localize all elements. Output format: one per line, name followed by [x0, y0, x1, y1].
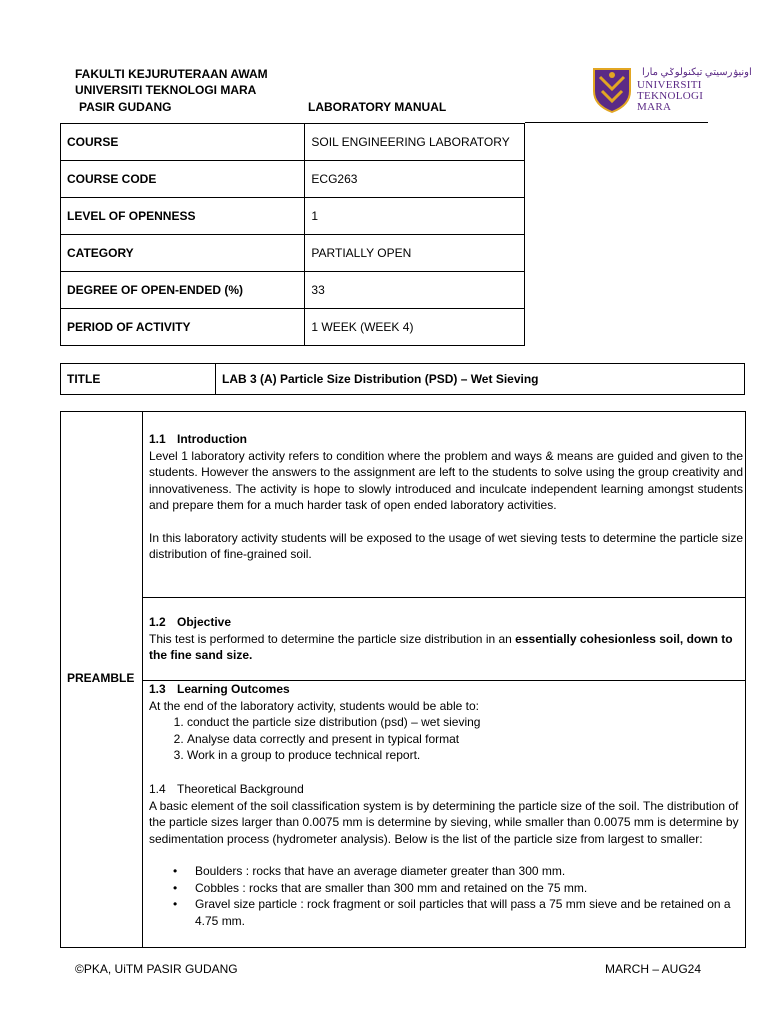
- list-item: • Boulders : rocks that have an average diameter greater than 300 mm.: [195, 863, 743, 880]
- list-item: 2. Analyse data correctly and present in typical format: [187, 731, 743, 748]
- list-item: • Cobbles : rocks that are smaller than 300 mm and retained on the 75 mm.: [195, 880, 743, 897]
- section-divider: [142, 597, 745, 598]
- uitm-crest-icon: [592, 67, 632, 113]
- title-table: [60, 363, 745, 395]
- footer-date: MARCH – AUG24: [605, 962, 702, 976]
- preamble-label: PREAMBLE: [67, 671, 135, 685]
- table-row: DEGREE OF OPEN-ENDED (%) 33: [61, 272, 525, 309]
- list-item: 1. conduct the particle size distribution (psd) – wet sieving: [187, 714, 743, 731]
- course-info-table: [60, 123, 525, 346]
- list-item: • Gravel size particle : rock fragment or soil particles that will pass a 75 mm sieve and be retained on a 4.75 mm.: [195, 896, 743, 929]
- intro-paragraph-2: In this laboratory activity students will be exposed to the usage of wet sieving tests to determine the particle size distribution of fine-grained soil.: [149, 530, 743, 561]
- table-row: COURSE SOIL ENGINEERING LABORATORY: [61, 124, 525, 161]
- section-introduction: 1.1 Introduction Level 1 laboratory activity refers to condition where the problem and ways & means are guided and given to the students. However the answers to the assignment are left to the students to solve using the group creativity and innovativeness. The activity is hope to slowly introduced and inculcate independent learning amongst students and prepare them for a much harder task of open ended laboratory activities. In this laboratory activity students will be exposed to the usage of wet sieving tests to determine the particle size distribution of fine-grained soil.: [149, 432, 743, 561]
- faculty-name: FAKULTI KEJURUTERAAN AWAM: [75, 67, 268, 81]
- outcomes-list: [149, 714, 743, 764]
- section-heading: Theoretical Background: [177, 782, 304, 796]
- theory-text: A basic element of the soil classification system is by determining the particle size of the soil. The distribution of the particle sizes larger than 0.0075 mm is determine by sieving, while smaller than 0.0075 mm is determine by sedimentation process (hydrometer analysis). Below is the list of the particle size from largest to smaller:: [149, 798, 739, 846]
- table-row: PERIOD OF ACTIVITY 1 WEEK (WEEK 4): [61, 309, 525, 346]
- table-row: [61, 364, 745, 395]
- section-heading: Learning Outcomes: [177, 682, 290, 696]
- objective-text: This test is performed to determine the particle size distribution in an essentially cohesionless soil, down to the fine sand size.: [149, 631, 733, 662]
- logo-jawi-text: اونيۏرسيتي تيکنولوݢي مارا: [642, 67, 752, 78]
- list-item: 3. Work in a group to produce technical report.: [187, 747, 743, 764]
- section-heading: Introduction: [177, 432, 247, 446]
- section-learning-outcomes: 1.3 Learning Outcomes At the end of the laboratory activity, students would be able to: 1. conduct the particle size distribution (psd) – wet sieving 2. Analyse data correctly and present in typical format 3. Work in a group to produce technical report.: [149, 681, 743, 764]
- outcomes-intro: At the end of the laboratory activity, students would be able to:: [149, 698, 479, 713]
- table-row: LEVEL OF OPENNESS 1: [61, 198, 525, 235]
- header-rule: [525, 122, 708, 123]
- campus-name: PASIR GUDANG: [79, 100, 172, 114]
- table-row: COURSE CODE ECG263: [61, 161, 525, 198]
- title-key: TITLE: [61, 364, 216, 395]
- section-theoretical-background: 1.4 Theoretical Background A basic element of the soil classification system is by determining the particle size of the soil. The distribution of the particle sizes larger than 0.0075 mm is determine by sieving, while smaller than 0.0075 mm is determine by sedimentation process (hydrometer analysis). Below is the list of the particle size from largest to smaller: • Boulders : rocks that have an average diameter greater than 300 mm. • Cobbles : rocks that are smaller than 300 mm and retained on the 75 mm. • Gravel size particle : rock fragment or soil particles that will pass a 75 mm sieve and be retained on a 4.75 mm.: [149, 781, 743, 929]
- section-heading: Objective: [177, 615, 232, 629]
- university-name: UNIVERSITI TEKNOLOGI MARA: [75, 83, 257, 97]
- particle-size-list: [149, 863, 743, 929]
- table-row: CATEGORY PARTIALLY OPEN: [61, 235, 525, 272]
- footer-copyright: ©PKA, UiTM PASIR GUDANG: [75, 962, 238, 976]
- section-objective: 1.2 Objective This test is performed to determine the particle size distribution in an essentially cohesionless soil, down to the fine sand size.: [149, 614, 743, 664]
- manual-label: LABORATORY MANUAL: [308, 100, 447, 114]
- logo-wordmark: UNIVERSITI TEKNOLOGI MARA: [637, 79, 704, 113]
- intro-paragraph-1: Level 1 laboratory activity refers to condition where the problem and ways & means are guided and given to the students. However the answers to the assignment are left to the students to solve using the group creativity and innovativeness. The activity is hope to slowly introduced and inculcate independent learning amongst students and prepare them for a much harder task of open ended laboratory activities.: [149, 448, 743, 512]
- lab-title: LAB 3 (A) Particle Size Distribution (PSD) – Wet Sieving: [216, 364, 745, 395]
